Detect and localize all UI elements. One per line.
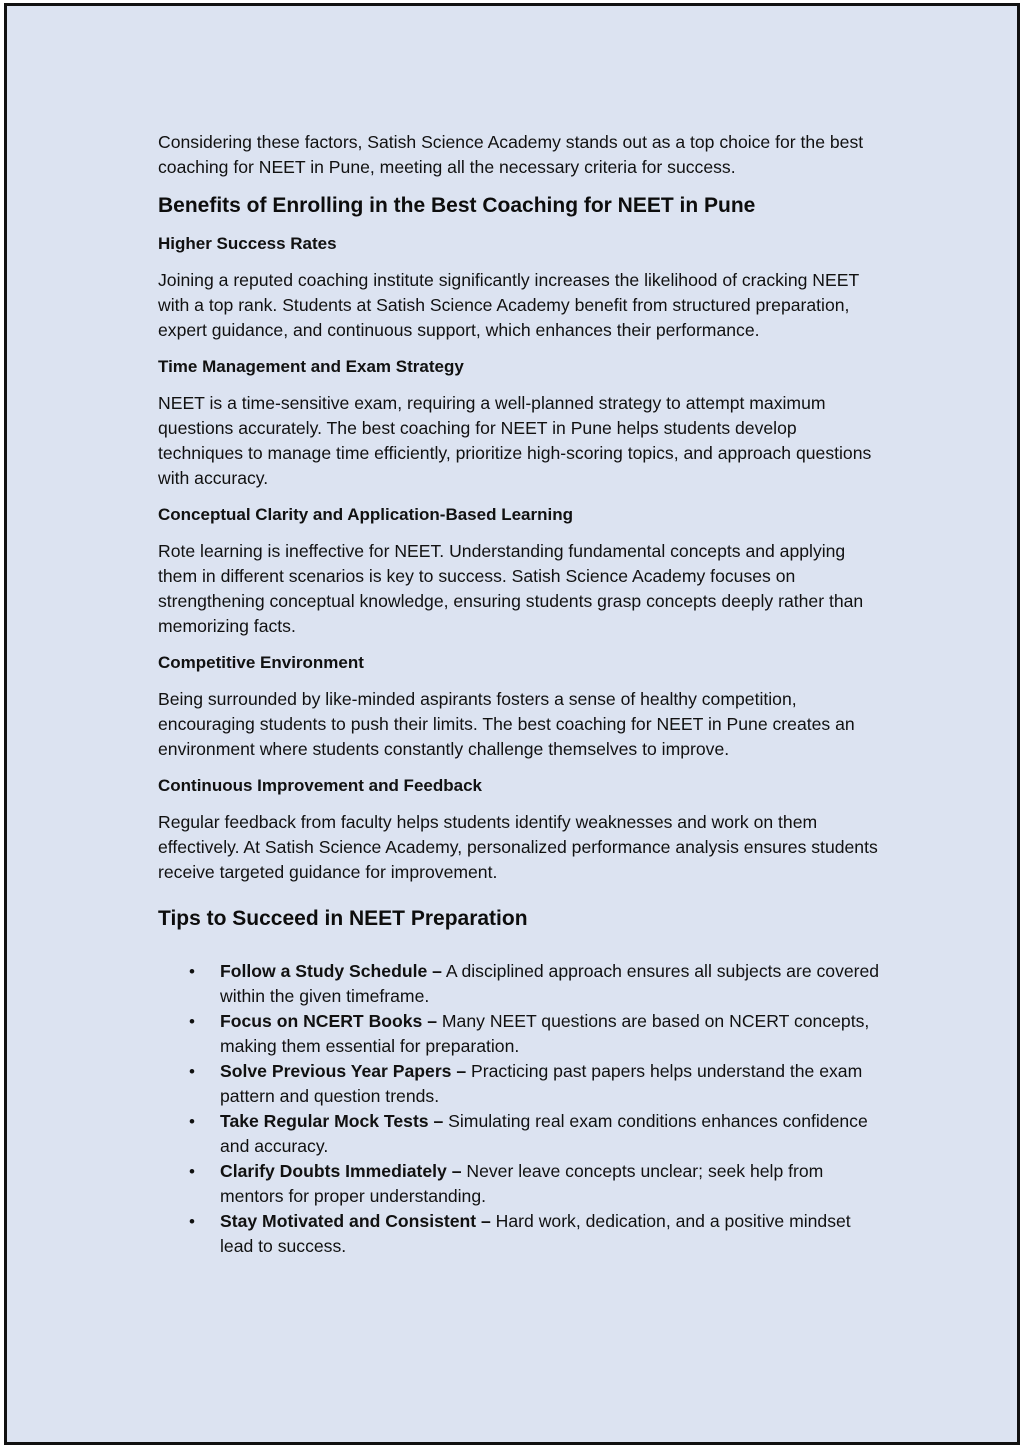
benefit-heading-continuous-improvement: Continuous Improvement and Feedback [158,776,482,795]
document-content [158,130,883,1259]
benefit-body-competitive-environment: Being surrounded by like-minded aspirants fosters a sense of healthy competition, encouraging students to push their limits. The best coaching for NEET in Pune creates an environment where students constantly challenge themselves to improve. [158,689,855,759]
bullet-icon: • [189,962,195,981]
bullet-icon: • [189,1012,195,1031]
tip-item [158,1009,883,1059]
tip-text: A disciplined approach ensures all subjects are covered within the given timeframe. [220,961,880,1006]
benefit-body-conceptual-clarity: Rote learning is ineffective for NEET. Understanding fundamental concepts and applying them in different scenarios is key to success. Satish Science Academy focuses on strengthening conceptual knowledge, ensuring students grasp concepts deeply rather than memorizing facts. [158,541,864,636]
bullet-icon: • [189,1062,195,1081]
tip-item [158,1109,883,1159]
tip-item [158,1059,883,1109]
tip-item [158,959,883,1009]
benefit-body-success-rates: Joining a reputed coaching institute significantly increases the likelihood of cracking NEET with a top rank. Students at Satish Science Academy benefit from structured preparation, expert guidance, and continuous support, which enhances their performance. [158,270,859,340]
tip-title: Stay Motivated and Consistent – [220,1211,491,1231]
tip-text: Never leave concepts unclear; seek help from mentors for proper understanding. [220,1161,824,1206]
benefit-body-continuous-improvement: Regular feedback from faculty helps students identify weaknesses and work on them effectively. At Satish Science Academy, personalized performance analysis ensures students receive targeted guidance for improvement. [158,812,878,882]
page-frame [4,3,1020,1445]
tip-text: Hard work, dedication, and a positive mindset lead to success. [220,1211,851,1256]
tip-title: Follow a Study Schedule – [220,961,442,981]
tip-item [158,1209,883,1259]
benefits-heading: Benefits of Enrolling in the Best Coaching for NEET in Pune [158,194,756,217]
benefit-heading-competitive-environment: Competitive Environment [158,653,364,672]
tip-item [158,1159,883,1209]
tips-heading: Tips to Succeed in NEET Preparation [158,907,528,930]
tip-title: Solve Previous Year Papers – [220,1061,467,1081]
tip-title: Focus on NCERT Books – [220,1011,438,1031]
benefit-heading-time-management: Time Management and Exam Strategy [158,357,464,376]
bullet-icon: • [189,1112,195,1131]
bullet-icon: • [189,1212,195,1231]
tip-text: Practicing past papers helps understand the exam pattern and question trends. [220,1061,863,1106]
tips-list [158,959,883,1259]
tip-text: Many NEET questions are based on NCERT concepts, making them essential for preparation. [220,1011,870,1056]
benefit-heading-conceptual-clarity: Conceptual Clarity and Application-Based Learning [158,505,573,524]
tip-title: Take Regular Mock Tests – [220,1111,444,1131]
intro-paragraph: Considering these factors, Satish Science Academy stands out as a top choice for the best coaching for NEET in Pune, meeting all the necessary criteria for success. [158,132,864,177]
tip-title: Clarify Doubts Immediately – [220,1161,462,1181]
bullet-icon: • [189,1162,195,1181]
tip-text: Simulating real exam conditions enhances confidence and accuracy. [220,1111,868,1156]
benefit-heading-success-rates: Higher Success Rates [158,234,337,253]
benefit-body-time-management: NEET is a time-sensitive exam, requiring a well-planned strategy to attempt maximum questions accurately. The best coaching for NEET in Pune helps students develop techniques to manage time efficiently, prioritize high-scoring topics, and approach questions with accuracy. [158,393,872,488]
